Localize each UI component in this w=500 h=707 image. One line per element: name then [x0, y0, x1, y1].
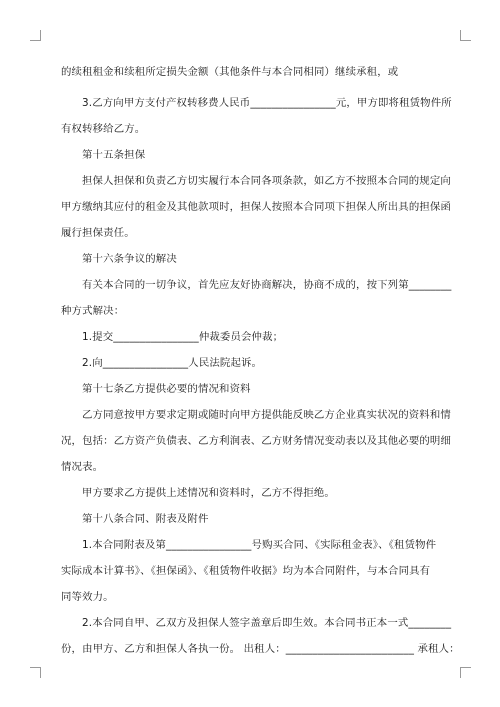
- body-text-line: 实际成本计算书》、《担保函》、《租赁物件收据》均为本合同附件，与本合同具有: [61, 565, 431, 577]
- section-heading: 第十七条乙方提供必要的情况和资料: [82, 383, 251, 395]
- body-text-line: 甲方要求乙方提供上述情况和资料时，乙方不得拒绝。: [82, 487, 335, 499]
- body-text-line: 有权转移给乙方。: [61, 123, 146, 135]
- body-text-line: 乙方同意按甲方要求定期或随时向甲方提供能反映乙方企业真实状况的资料和情: [82, 409, 451, 421]
- numbered-clause: 2.本合同自甲、乙双方及担保人签字盖章后即生效。本合同书正本一式________: [82, 617, 452, 629]
- body-text-line: 的续租租金和续租所定损失金额（其他条件与本合同相同）继续承租，或: [61, 66, 399, 78]
- body-text-line: 情况表。: [61, 461, 104, 473]
- section-heading: 第十五条担保: [82, 149, 146, 161]
- crop-mark-bottom-right: [460, 667, 471, 678]
- numbered-clause: 2.向________________人民法院起诉。: [82, 357, 263, 369]
- numbered-clause: 3.乙方向甲方支付产权转移费人民币________________元，甲方即将租赁物件所: [82, 97, 452, 109]
- body-text-line: 同等效力。: [61, 591, 114, 603]
- numbered-clause: 1.本合同附表及第________________号购买合同、《实际租金表》、《租赁物件: [82, 539, 437, 551]
- signature-line: 份，由甲方、乙方和担保人各执一份。 出租人：________________________ 承租人：: [61, 643, 460, 655]
- section-heading: 第十六条争议的解决: [82, 253, 177, 265]
- body-text-line: 有关本合同的一切争议，首先应友好协商解决，协商不成的，按下列第________: [82, 279, 452, 291]
- body-text-line: 况，包括：乙方资产负债表、乙方利润表、乙方财务情况变动表以及其他必要的明细: [61, 435, 451, 447]
- crop-mark-top-left: [30, 30, 41, 41]
- crop-mark-bottom-left: [30, 667, 41, 678]
- crop-mark-top-right: [460, 30, 471, 41]
- body-text-line: 甲方缴纳其应付的租金及其他款项时，担保人按照本合同项下担保人所出具的担保函: [61, 201, 451, 213]
- body-text-line: 种方式解决：: [61, 305, 125, 317]
- numbered-clause: 1.提交________________仲裁委员会仲裁；: [82, 331, 284, 343]
- section-heading: 第十八条合同、附表及附件: [82, 513, 209, 525]
- body-text-line: 履行担保责任。: [61, 227, 135, 239]
- body-text-line: 担保人担保和负责乙方切实履行本合同各项条款，如乙方不按照本合同的规定向: [82, 175, 451, 187]
